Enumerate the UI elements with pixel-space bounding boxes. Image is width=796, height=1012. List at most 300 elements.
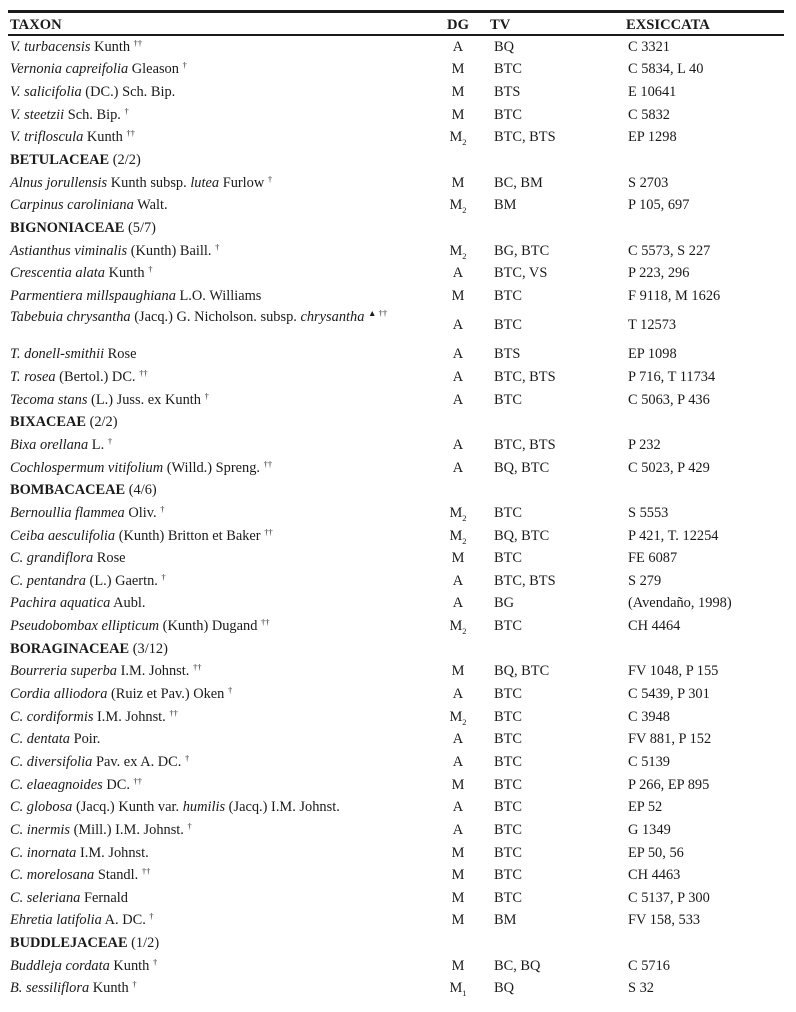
table-row xyxy=(8,434,784,457)
species-name: Bixa orellana xyxy=(10,437,89,453)
dg-subscript: 2 xyxy=(462,250,467,261)
dg-value: A xyxy=(452,317,464,334)
taxon-cell xyxy=(8,751,428,774)
exsiccata-cell: P 232 xyxy=(628,437,661,453)
endemism-mark: †† xyxy=(141,866,151,877)
tv-cell: BTC xyxy=(494,776,522,793)
species-name: Ehretia latifolia xyxy=(10,912,102,929)
taxon-cell xyxy=(8,457,428,480)
tv-cell: BTC, BTS xyxy=(494,369,556,386)
taxon-cell xyxy=(8,887,428,910)
dg-cell xyxy=(428,36,488,59)
taxon-cell xyxy=(8,978,428,1001)
infraspecific-name: chrysantha xyxy=(300,308,365,325)
endemism-mark: † xyxy=(124,105,129,116)
dg-cell xyxy=(428,502,488,525)
taxon-cell xyxy=(8,683,428,706)
dg-value: M xyxy=(451,867,465,884)
family-name: BIGNONIACEAE xyxy=(10,219,125,236)
dg-subscript: 2 xyxy=(462,626,467,637)
tv-cell: BTC xyxy=(494,61,522,78)
family-row xyxy=(8,638,784,661)
dg-cell xyxy=(428,887,488,910)
species-name: Buddleja cordata xyxy=(10,957,110,974)
dg-value: M xyxy=(451,889,465,906)
dg-cell xyxy=(428,751,488,774)
family-name: BUDDLEJACEAE xyxy=(10,935,128,952)
exsiccata-cell: S 2703 xyxy=(628,174,669,191)
dg-cell xyxy=(428,661,488,684)
dg-value: M xyxy=(449,197,463,214)
family-row xyxy=(8,412,784,435)
family-heading xyxy=(8,412,784,435)
dg-value: A xyxy=(452,346,464,363)
dg-cell xyxy=(428,819,488,842)
dg-cell xyxy=(428,127,488,150)
exsiccata-cell: C 5716 xyxy=(628,957,670,974)
table-row xyxy=(8,525,784,548)
exsiccata-cell: EP 1298 xyxy=(628,129,677,146)
table-row xyxy=(8,774,784,797)
dg-value: M xyxy=(451,776,465,793)
taxon-cell xyxy=(8,570,428,593)
tv-cell: BTC, BTS xyxy=(494,572,556,589)
header-row xyxy=(8,13,784,34)
table-row xyxy=(8,978,784,1001)
exsiccata-cell: C 5832 xyxy=(628,106,670,123)
species-author: (Willd.) Spreng. xyxy=(163,459,261,476)
dg-value: M xyxy=(451,957,465,974)
family-count: (2/2) xyxy=(109,151,141,168)
species-name: C. inornata xyxy=(10,844,77,861)
taxon-cell xyxy=(8,547,428,570)
tv-cell: BM xyxy=(494,197,517,214)
family-count: (5/7) xyxy=(124,219,156,236)
table-row xyxy=(8,729,784,752)
species-name: C. elaeagnoides xyxy=(10,776,103,793)
tv-cell: BTC xyxy=(494,686,522,703)
table-row xyxy=(8,308,784,344)
dg-cell xyxy=(428,593,488,616)
exsiccata-cell: S 32 xyxy=(628,980,654,997)
dg-cell xyxy=(428,615,488,638)
tv-cell: BTC xyxy=(494,821,522,838)
table-row xyxy=(8,887,784,910)
dg-subscript: 1 xyxy=(462,988,467,999)
species-name: Astianthus viminalis xyxy=(10,242,128,259)
exsiccata-cell: FV 881, P 152 xyxy=(628,731,712,748)
taxon-cell xyxy=(8,194,428,217)
dg-value: A xyxy=(452,38,464,55)
taxon-cell xyxy=(8,172,428,195)
dg-subscript: 2 xyxy=(462,205,467,216)
species-name: T. donell-smithii xyxy=(10,346,105,363)
species-name: V. trifloscula xyxy=(10,129,84,146)
dg-value: M xyxy=(451,174,465,191)
table-row xyxy=(8,570,784,593)
family-name: BOMBACACEAE xyxy=(10,482,126,499)
table-row xyxy=(8,240,784,263)
taxon-cell xyxy=(8,104,428,127)
exsiccata-cell: C 5063, P 436 xyxy=(628,391,710,408)
table-row xyxy=(8,751,784,774)
dg-value: A xyxy=(452,265,464,282)
species-table-body xyxy=(8,36,784,1000)
species-author: Rose xyxy=(104,346,137,363)
species-name: Pachira aquatica xyxy=(10,595,111,612)
dg-cell xyxy=(428,955,488,978)
species-name: C. morelosana xyxy=(10,867,95,884)
species-author: Fernald xyxy=(80,889,128,906)
species-author: (L.) Juss. ex Kunth xyxy=(87,391,201,408)
exsiccata-cell: CH 4463 xyxy=(628,867,681,884)
taxon-cell xyxy=(8,525,428,548)
dg-cell xyxy=(428,842,488,865)
dg-cell xyxy=(428,570,488,593)
dg-value: M xyxy=(451,663,465,680)
dg-cell xyxy=(428,683,488,706)
dg-value: M xyxy=(449,618,463,635)
table-row xyxy=(8,910,784,933)
exsiccata-cell: C 5139 xyxy=(628,753,670,770)
taxon-cell xyxy=(8,308,428,344)
species-author: Oliv. xyxy=(124,504,157,521)
species-author: Kunth xyxy=(109,957,150,974)
family-heading xyxy=(8,638,784,661)
species-name: C. diversifolia xyxy=(10,753,93,770)
dg-cell xyxy=(428,81,488,104)
species-name: Parmentiera millspaughiana xyxy=(10,287,176,304)
tv-cell: BTC xyxy=(494,753,522,770)
exsiccata-cell: S 5553 xyxy=(628,504,669,521)
dg-value: M xyxy=(451,912,465,929)
dg-cell xyxy=(428,434,488,457)
exsiccata-cell: EP 50, 56 xyxy=(628,844,684,861)
dg-value: M xyxy=(451,61,465,78)
exsiccata-cell: C 5137, P 300 xyxy=(628,889,710,906)
family-heading xyxy=(8,149,784,172)
taxon-cell xyxy=(8,502,428,525)
family-row xyxy=(8,932,784,955)
species-name: Tabebuia chrysantha xyxy=(10,308,131,325)
species-author: Kunth xyxy=(105,265,145,282)
dg-value: M xyxy=(451,106,465,123)
endemism-mark: † xyxy=(161,571,166,582)
species-name: C. globosa xyxy=(10,799,73,816)
endemism-mark: †† xyxy=(264,526,273,537)
dg-cell xyxy=(428,457,488,480)
taxon-cell xyxy=(8,127,428,150)
species-author: (Jacq.) Kunth var. xyxy=(72,799,183,816)
table-row xyxy=(8,81,784,104)
tv-cell: BTC xyxy=(494,889,522,906)
dg-cell xyxy=(428,308,488,344)
species-name: V. turbacensis xyxy=(10,38,91,55)
exsiccata-cell: P 421, T. 12254 xyxy=(628,527,719,544)
endemism-mark: †† xyxy=(139,368,148,379)
dg-value: M xyxy=(451,550,465,567)
species-author: Standl. xyxy=(94,867,139,884)
tv-cell: BC, BM xyxy=(494,174,543,191)
family-name: BORAGINACEAE xyxy=(10,640,130,657)
table-row xyxy=(8,262,784,285)
endemism-mark: † xyxy=(187,820,192,831)
tv-cell: BTC, VS xyxy=(494,265,548,282)
species-author: Kunth xyxy=(83,129,123,146)
tv-cell: BTC, BTS xyxy=(494,437,556,453)
dg-cell xyxy=(428,547,488,570)
dg-value: A xyxy=(452,459,464,476)
species-author: I.M. Johnst. xyxy=(76,844,149,861)
family-heading xyxy=(8,217,784,240)
species-name: Tecoma stans xyxy=(10,391,88,408)
tv-cell: BTC xyxy=(494,106,522,123)
species-name: C. cordiformis xyxy=(10,708,94,725)
exsiccata-cell: G 1349 xyxy=(628,821,671,838)
table-row xyxy=(8,955,784,978)
species-name: Alnus jorullensis xyxy=(10,174,108,191)
endemism-mark: † xyxy=(204,390,209,401)
taxon-cell xyxy=(8,842,428,865)
dg-cell xyxy=(428,240,488,263)
species-name: Bernoullia flammea xyxy=(10,504,125,521)
dg-value: A xyxy=(452,572,464,589)
tv-cell: BTC xyxy=(494,504,522,521)
dg-cell xyxy=(428,864,488,887)
species-author: Rose xyxy=(93,550,126,567)
tv-cell: BQ xyxy=(494,980,514,997)
species-name: V. salicifolia xyxy=(10,84,82,101)
dg-value: A xyxy=(452,437,464,453)
species-name: Cochlospermum vitifolium xyxy=(10,459,164,476)
infraspecific-name: humilis xyxy=(182,799,226,816)
species-name: C. inermis xyxy=(10,821,70,838)
endemism-mark: ▲ †† xyxy=(368,307,388,318)
species-name: Ceiba aesculifolia xyxy=(10,527,116,544)
exsiccata-cell: FE 6087 xyxy=(628,550,678,567)
tv-cell: BTC xyxy=(494,550,522,567)
tv-cell: BTC xyxy=(494,708,522,725)
species-author: (Kunth) Baill. xyxy=(127,242,212,259)
exsiccata-cell: C 5834, L 40 xyxy=(628,61,704,78)
taxon-cell xyxy=(8,593,428,616)
dg-value: A xyxy=(452,369,464,386)
tv-cell: BTC xyxy=(494,867,522,884)
exsiccata-cell: P 716, T 11734 xyxy=(628,369,716,386)
taxon-cell xyxy=(8,240,428,263)
dg-cell xyxy=(428,774,488,797)
tv-cell: BTC xyxy=(494,287,522,304)
species-name: C. pentandra xyxy=(10,572,86,589)
header-exsiccata: EXSICCATA xyxy=(626,17,710,33)
dg-value: A xyxy=(452,753,464,770)
species-name: C. dentata xyxy=(10,731,70,748)
table-row xyxy=(8,615,784,638)
species-author: (Bertol.) DC. xyxy=(55,369,136,386)
tv-cell: BQ, BTC xyxy=(494,527,550,544)
exsiccata-cell: EP 52 xyxy=(628,799,663,816)
dg-subscript: 2 xyxy=(462,535,467,546)
taxon-cell xyxy=(8,81,428,104)
species-author: (Ruiz et Pav.) Oken xyxy=(107,686,225,703)
taxon-cell xyxy=(8,262,428,285)
dg-value: M xyxy=(449,504,463,521)
taxon-cell xyxy=(8,285,428,308)
endemism-mark: † xyxy=(182,60,187,71)
species-author: L. xyxy=(88,437,105,453)
dg-cell xyxy=(428,172,488,195)
taxon-cell xyxy=(8,706,428,729)
taxon-cell xyxy=(8,864,428,887)
species-author: Kunth subsp. xyxy=(107,174,191,191)
exsiccata-cell: S 279 xyxy=(628,572,662,589)
dg-cell xyxy=(428,389,488,412)
exsiccata-cell: EP 1098 xyxy=(628,346,677,363)
exsiccata-cell: T 12573 xyxy=(628,317,677,334)
dg-value: M xyxy=(449,527,463,544)
species-author: Kunth xyxy=(89,980,129,997)
dg-value: M xyxy=(451,84,465,101)
dg-subscript: 2 xyxy=(462,716,467,727)
family-row xyxy=(8,217,784,240)
family-row xyxy=(8,149,784,172)
table-row xyxy=(8,172,784,195)
species-author: Sch. Bip. xyxy=(64,106,121,123)
exsiccata-cell: C 3948 xyxy=(628,708,670,725)
family-count: (4/6) xyxy=(125,482,157,499)
dg-cell xyxy=(428,797,488,820)
exsiccata-cell: FV 1048, P 155 xyxy=(628,663,719,680)
taxon-cell xyxy=(8,819,428,842)
taxon-cell xyxy=(8,389,428,412)
dg-cell xyxy=(428,262,488,285)
species-name: Cordia alliodora xyxy=(10,686,108,703)
family-name: BETULACEAE xyxy=(10,151,110,168)
species-author: Pav. ex A. DC. xyxy=(92,753,182,770)
species-name: Crescentia alata xyxy=(10,265,105,282)
dg-value: A xyxy=(452,391,464,408)
tv-cell: BM xyxy=(494,912,517,929)
endemism-mark: † xyxy=(152,956,158,967)
taxon-cell xyxy=(8,615,428,638)
dg-cell xyxy=(428,525,488,548)
tv-cell: BTC xyxy=(494,317,522,334)
tv-cell: BC, BQ xyxy=(494,957,541,974)
tv-cell: BTC xyxy=(494,844,522,861)
table-row xyxy=(8,389,784,412)
tv-cell: BTC xyxy=(494,799,522,816)
taxon-cell xyxy=(8,774,428,797)
table-row xyxy=(8,683,784,706)
taxon-cell xyxy=(8,344,428,367)
taxon-cell xyxy=(8,955,428,978)
table-row xyxy=(8,502,784,525)
header-tv: TV xyxy=(490,17,511,33)
infraspecific-author: Furlow xyxy=(219,174,265,191)
dg-value: M xyxy=(451,287,465,304)
dg-value: A xyxy=(452,731,464,748)
exsiccata-cell: E 10641 xyxy=(628,84,677,101)
table-row xyxy=(8,127,784,150)
exsiccata-cell: C 5023, P 429 xyxy=(628,459,710,476)
species-name: T. rosea xyxy=(10,369,56,386)
endemism-mark: † xyxy=(228,685,233,696)
table-row xyxy=(8,819,784,842)
table-row xyxy=(8,842,784,865)
dg-value: A xyxy=(452,686,464,703)
dg-value: M xyxy=(449,980,463,997)
tv-cell: BG xyxy=(494,595,514,612)
taxon-cell xyxy=(8,366,428,389)
dg-cell xyxy=(428,910,488,933)
taxon-cell xyxy=(8,36,428,59)
table-row xyxy=(8,36,784,59)
species-author: Aubl. xyxy=(110,595,146,612)
dg-value: A xyxy=(452,821,464,838)
taxon-cell xyxy=(8,434,428,457)
table-row xyxy=(8,194,784,217)
species-table-page xyxy=(8,10,784,1000)
taxon-cell xyxy=(8,59,428,82)
infraspecific-author: (Jacq.) I.M. Johnst. xyxy=(225,799,340,816)
endemism-mark: † xyxy=(107,436,113,446)
table-row xyxy=(8,864,784,887)
species-name: Vernonia capreifolia xyxy=(10,61,129,78)
exsiccata-cell: P 266, EP 895 xyxy=(628,776,710,793)
tv-cell: BTS xyxy=(494,346,521,363)
table-row xyxy=(8,706,784,729)
dg-value: M xyxy=(449,708,463,725)
table-row xyxy=(8,457,784,480)
exsiccata-cell: P 223, 296 xyxy=(628,265,690,282)
endemism-mark: †† xyxy=(192,662,202,673)
species-author: (L.) Gaertn. xyxy=(85,572,158,589)
tv-cell: BTC xyxy=(494,731,522,748)
species-author: A. DC. xyxy=(101,912,146,929)
endemism-mark: †† xyxy=(126,128,135,139)
species-author: Poir. xyxy=(69,731,101,748)
dg-value: A xyxy=(452,595,464,612)
dg-cell xyxy=(428,978,488,1001)
species-name: Pseudobombax ellipticum xyxy=(10,618,160,635)
dg-cell xyxy=(428,285,488,308)
exsiccata-cell: F 9118, M 1626 xyxy=(628,287,721,304)
endemism-mark: †† xyxy=(133,775,143,786)
family-heading xyxy=(8,480,784,503)
table-row xyxy=(8,366,784,389)
dg-value: M xyxy=(449,129,463,146)
dg-cell xyxy=(428,729,488,752)
exsiccata-cell: FV 158, 533 xyxy=(628,912,701,929)
species-author: (Kunth) Britton et Baker xyxy=(115,527,261,544)
table-row xyxy=(8,344,784,367)
exsiccata-cell: C 3321 xyxy=(628,38,670,55)
species-author: (Jacq.) G. Nicholson. subsp. xyxy=(130,308,301,325)
species-name: B. sessiliflora xyxy=(10,980,90,997)
family-count: (2/2) xyxy=(85,414,118,431)
exsiccata-cell: C 5573, S 227 xyxy=(628,242,711,259)
species-author: Gleason xyxy=(128,61,179,78)
taxon-cell xyxy=(8,661,428,684)
endemism-mark: †† xyxy=(133,37,143,48)
tv-cell: BTC, BTS xyxy=(494,129,556,146)
endemism-mark: † xyxy=(160,503,165,514)
species-author: I.M. Johnst. xyxy=(93,708,166,725)
species-author: (Mill.) I.M. Johnst. xyxy=(69,821,184,838)
table-row xyxy=(8,104,784,127)
header-taxon: TAXON xyxy=(10,17,62,33)
species-name: V. steetzii xyxy=(10,106,65,123)
